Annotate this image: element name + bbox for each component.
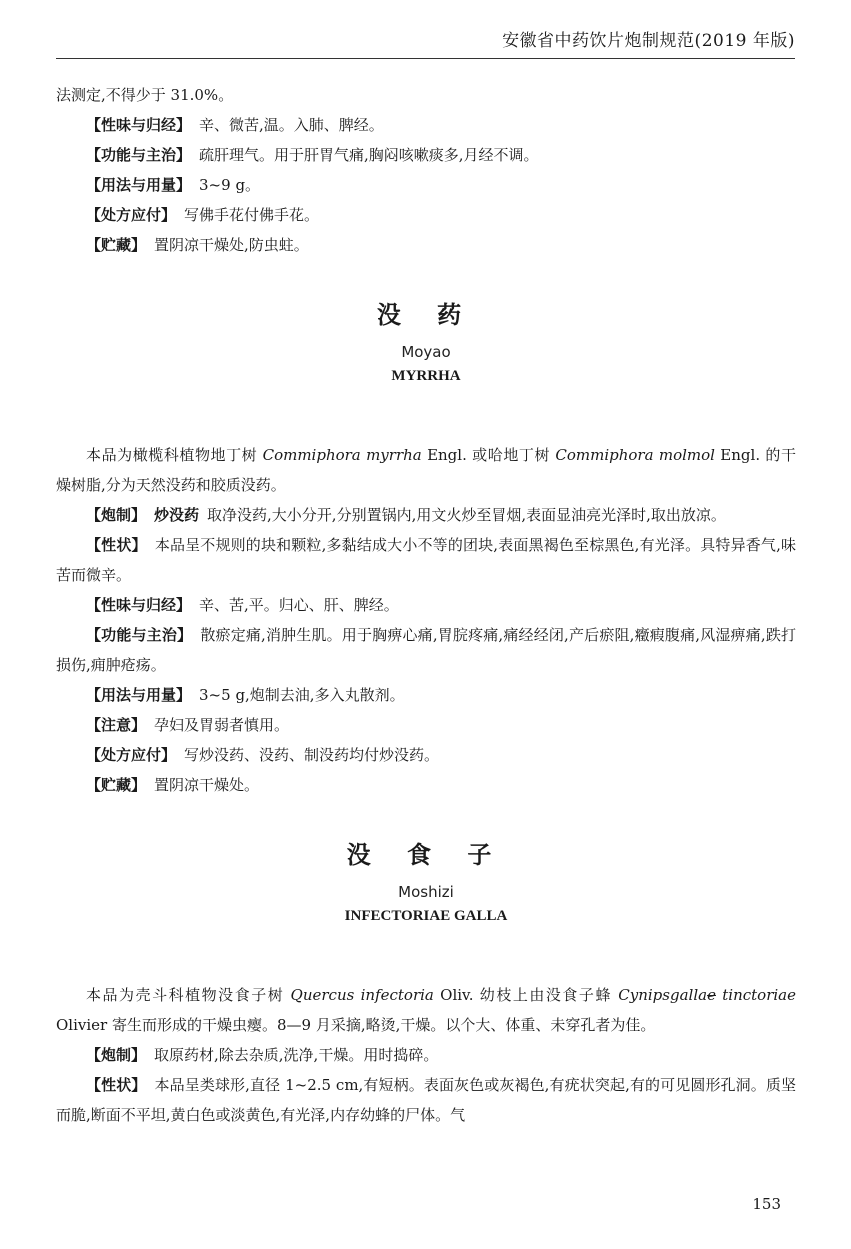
- section-text: 3~9 g。: [199, 176, 261, 194]
- section-label: 【性味与归经】: [86, 596, 192, 614]
- running-header: 安徽省中药饮片炮制规范(2019 年版): [502, 31, 795, 51]
- top-gongneng: [56, 140, 796, 170]
- section-label: 【贮藏】: [86, 236, 147, 254]
- header-rule: [56, 58, 795, 59]
- moyao-intro: 本品为橄榄科植物地丁树 Commiphora myrrha Engl. 或哈地丁树 Commiphora molmol Engl. 的干燥树脂,分为天然没药和胶质没药。: [56, 446, 796, 494]
- section-text: 置阴凉干燥处,防虫蛀。: [154, 236, 309, 254]
- section-label: 【贮藏】: [86, 776, 147, 794]
- moyao-zhuyi: 【注意】 孕妇及胃弱者慎用。: [86, 716, 290, 734]
- section-label: 【功能与主治】: [86, 626, 193, 644]
- moyao-paozhi: 【炮制】 炒没药 取净没药,大小分开,分别置锅内,用文火炒至冒烟,表面显油亮光泽时,取出放凉。: [86, 506, 726, 524]
- top-xingwei: [56, 110, 796, 140]
- entry-title-moyao: 没 药: [376, 301, 476, 329]
- section-label: 【处方应付】: [86, 746, 177, 764]
- moyao-zhucang: 【贮藏】 置阴凉干燥处。: [86, 776, 260, 794]
- continued-text: 法测定,不得少于 31.0%。: [56, 86, 234, 104]
- moyao-yongfa: 【用法与用量】 3~5 g,炮制去油,多入丸散剂。: [86, 686, 405, 704]
- section-label: 【处方应付】: [86, 206, 177, 224]
- moshizi-xingzhuang: 【性状】 本品呈类球形,直径 1~2.5 cm,有短柄。表面灰色或灰褐色,有疣状突起,有的可见圆形孔洞。质坚而脆,断面不平坦,黄白色或淡黄色,有光泽,内存幼蜂的尸体。气: [56, 1076, 796, 1124]
- page-number: 153: [752, 1195, 781, 1213]
- moyao-chufang: 【处方应付】 写炒没药、没药、制没药均付炒没药。: [86, 746, 440, 764]
- top-zhucang: [56, 230, 796, 260]
- entry-pinyin-moyao: Moyao: [401, 343, 451, 361]
- moyao-xingzhuang: 【性状】 本品呈不规则的块和颗粒,多黏结成大小不等的团块,表面黑褐色至棕黑色,有光泽。具特异香气,味苦而微辛。: [56, 536, 796, 584]
- section-label: 【性状】: [86, 1076, 147, 1094]
- section-label: 【性味与归经】: [86, 116, 192, 134]
- section-label: 【用法与用量】: [86, 686, 192, 704]
- moyao-gongneng: 【功能与主治】 散瘀定痛,消肿生肌。用于胸痹心痛,胃脘疼痛,痛经经闭,产后瘀阻,癥瘕腹痛,风湿痹痛,跌打损伤,痈肿疮疡。: [56, 626, 796, 674]
- entry-latin-moyao: MYRRHA: [391, 368, 461, 384]
- moyao-xingwei: 【性味与归经】 辛、苦,平。归心、肝、脾经。: [86, 596, 399, 614]
- section-label: 【用法与用量】: [86, 176, 192, 194]
- moshizi-paozhi: 【炮制】 取原药材,除去杂质,洗净,干燥。用时捣碎。: [86, 1046, 439, 1064]
- section-text: 疏肝理气。用于肝胃气痛,胸闷咳嗽痰多,月经不调。: [199, 146, 539, 164]
- section-label: 【功能与主治】: [86, 146, 192, 164]
- section-text: 辛、微苦,温。入肺、脾经。: [199, 116, 384, 134]
- entry-pinyin-moshizi: Moshizi: [398, 883, 454, 901]
- entry-latin-moshizi: INFECTORIAE GALLA: [344, 908, 508, 924]
- top-chufang: [56, 200, 796, 230]
- section-text: 写佛手花付佛手花。: [184, 206, 320, 224]
- section-label: 【炮制】: [86, 1046, 147, 1064]
- section-label: 【注意】: [86, 716, 147, 734]
- section-label: 【炮制】: [86, 506, 147, 524]
- section-label: 【性状】: [86, 536, 147, 554]
- entry-title-moshizi: 没 食 子: [346, 841, 506, 869]
- top-yongfa: [56, 170, 796, 200]
- section-sublabel: 炒没药: [154, 506, 200, 524]
- page-content: [56, 80, 796, 1130]
- moshizi-intro: 本品为壳斗科植物没食子树 Quercus infectoria Oliv. 幼枝上由没食子蜂 Cynipsgallae tinctoriae Olivier 寄生而形成的干燥虫瘿。8—9 月采摘,略烫,干燥。以个大、体重、未穿孔者为佳。: [56, 986, 796, 1034]
